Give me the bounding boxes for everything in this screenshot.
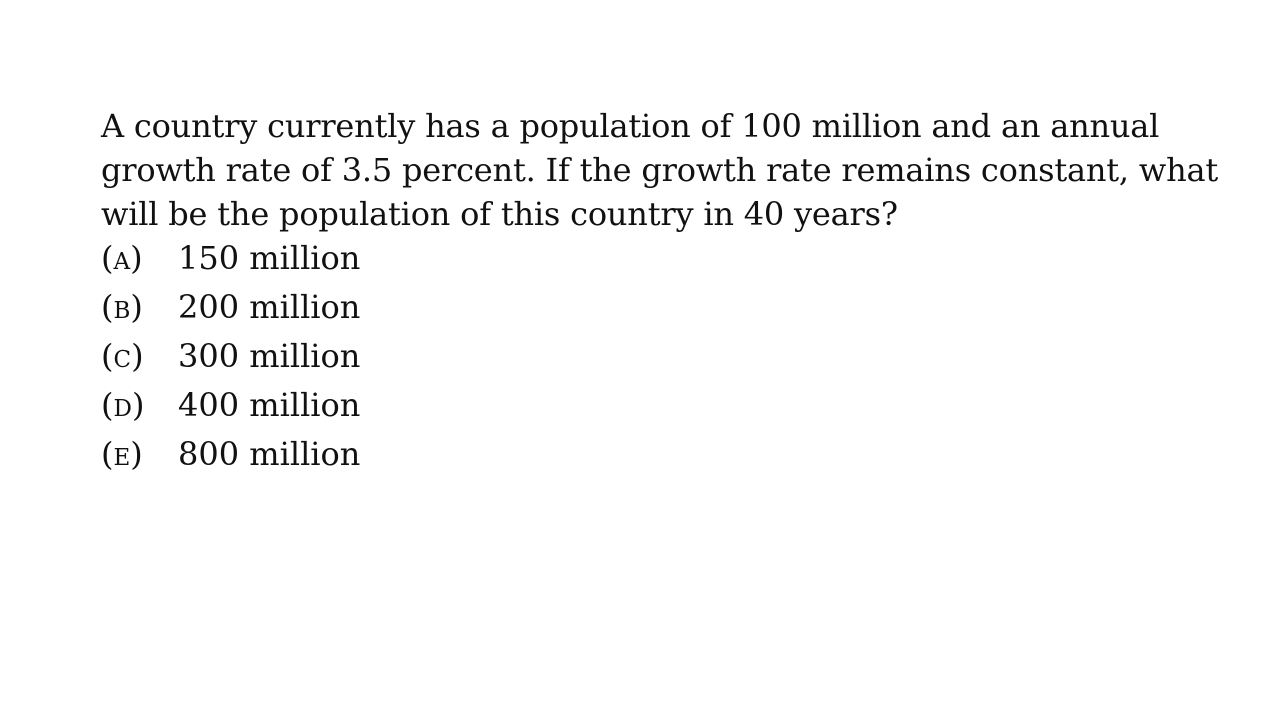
choice-letter: (A) <box>101 239 143 277</box>
question-block <box>101 104 1241 481</box>
choice-c[interactable] <box>101 334 1241 383</box>
question-line-3: will be the population of this country in 40 years? <box>101 195 898 233</box>
question-text <box>101 104 1241 236</box>
choice-letter: (C) <box>101 337 144 375</box>
choice-e[interactable] <box>101 432 1241 481</box>
choice-text: 200 million <box>178 288 361 326</box>
answer-choices <box>101 236 1241 481</box>
choice-text: 800 million <box>178 435 361 473</box>
choice-letter: (D) <box>101 386 145 424</box>
choice-b[interactable] <box>101 285 1241 334</box>
choice-text: 400 million <box>178 386 361 424</box>
choice-d[interactable] <box>101 383 1241 432</box>
choice-text: 300 million <box>178 337 361 375</box>
choice-letter: (B) <box>101 288 143 326</box>
choice-letter: (E) <box>101 435 143 473</box>
question-line-1: A country currently has a population of 100 million and an annual <box>101 107 1160 145</box>
choice-text: 150 million <box>178 239 361 277</box>
choice-a[interactable] <box>101 236 1241 285</box>
question-line-2: growth rate of 3.5 percent. If the growth rate remains constant, what <box>101 151 1219 189</box>
